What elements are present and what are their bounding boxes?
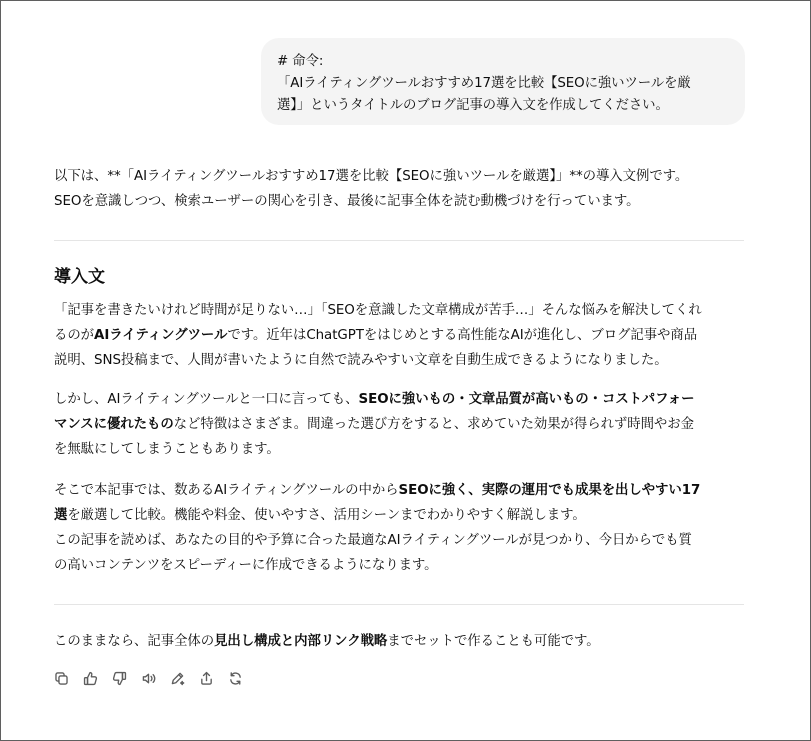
- paragraph-line: るのがAIライティングツールです。近年はChatGPTをはじめとする高性能なAIが進化し、ブログ記事や商品: [54, 328, 698, 343]
- bold-text: AIライティングツール: [94, 328, 228, 343]
- edit-canvas-icon: [169, 670, 186, 687]
- paragraph-line: 説明、SNS投稿まで、人間が書いたように自然で読みやすい文章を自動生成できるようになりました。: [54, 353, 668, 368]
- response-intro: [54, 164, 754, 214]
- response-intro-line: SEOを意識しつつ、検索ユーザーの関心を引き、最後に記事全体を読む動機づけを行っています。: [54, 194, 640, 209]
- copy-icon: [53, 670, 70, 687]
- copy-button[interactable]: [51, 667, 71, 689]
- bad-response-button[interactable]: [109, 667, 129, 689]
- paragraph-line: の高いコンテンツをスピーディーに作成できるようになります。: [54, 558, 438, 573]
- thumbs-up-icon: [82, 670, 99, 687]
- divider: [54, 240, 744, 241]
- regenerate-icon: [227, 670, 244, 687]
- user-message-line: 「AIライティングツールおすすめ17選を比較【SEOに強いツールを厳: [277, 76, 691, 91]
- good-response-button[interactable]: [80, 667, 100, 689]
- paragraph-line: そこで本記事では、数あるAIライティングツールの中からSEOに強く、実際の運用でも成果を出しやすい17: [54, 483, 701, 498]
- paragraph-2: [54, 387, 754, 462]
- share-button[interactable]: [196, 667, 216, 689]
- user-message-bubble: [261, 38, 745, 125]
- response-intro-line: 以下は、**「AIライティングツールおすすめ17選を比較【SEOに強いツールを厳選】」**の導入文例です。: [54, 169, 689, 184]
- paragraph-line: 選を厳選して比較。機能や料金、使いやすさ、活用シーンまでわかりやすく解説します。: [54, 508, 586, 523]
- paragraph-1: [54, 298, 754, 373]
- divider: [54, 604, 744, 605]
- paragraph-line: この記事を読めば、あなたの目的や予算に合った最適なAIライティングツールが見つかり、今日からでも質: [54, 533, 692, 548]
- read-aloud-button[interactable]: [138, 667, 158, 689]
- bold-text: SEOに強いもの・文章品質が高いもの・コストパフォー: [358, 392, 695, 407]
- share-icon: [198, 670, 215, 687]
- user-message-line: 選】」というタイトルのブログ記事の導入文を作成してください。: [277, 98, 669, 113]
- paragraph-line: 「記事を書きたいけれど時間が足りない…」「SEOを意識した文章構成が苦手…」そんな悩みを解決してくれ: [54, 303, 702, 318]
- paragraph-line: しかし、AIライティングツールと一口に言っても、SEOに強いもの・文章品質が高いもの・コストパフォー: [54, 392, 695, 407]
- paragraph-line: このままなら、記事全体の見出し構成と内部リンク戦略までセットで作ることも可能です。: [54, 634, 600, 649]
- paragraph-3: [54, 478, 754, 578]
- regenerate-button[interactable]: [225, 667, 245, 689]
- paragraph-line: を無駄にしてしまうこともあります。: [54, 442, 280, 457]
- message-action-bar: [51, 667, 245, 689]
- user-message-line: # 命令:: [277, 54, 324, 69]
- thumbs-down-icon: [111, 670, 128, 687]
- bold-text: マンスに優れたもの: [54, 417, 174, 432]
- paragraph-line: マンスに優れたものなど特徴はさまざま。間違った選び方をすると、求めていた効果が得られず時間やお金: [54, 417, 694, 432]
- read-aloud-icon: [140, 670, 157, 687]
- edit-in-canvas-button[interactable]: [167, 667, 187, 689]
- bold-text: 見出し構成と内部リンク戦略: [214, 634, 388, 649]
- bold-text: 選: [54, 508, 68, 523]
- section-heading: 導入文: [54, 267, 105, 287]
- closing-note: [54, 629, 754, 654]
- bold-text: SEOに強く、実際の運用でも成果を出しやすい17: [398, 483, 701, 498]
